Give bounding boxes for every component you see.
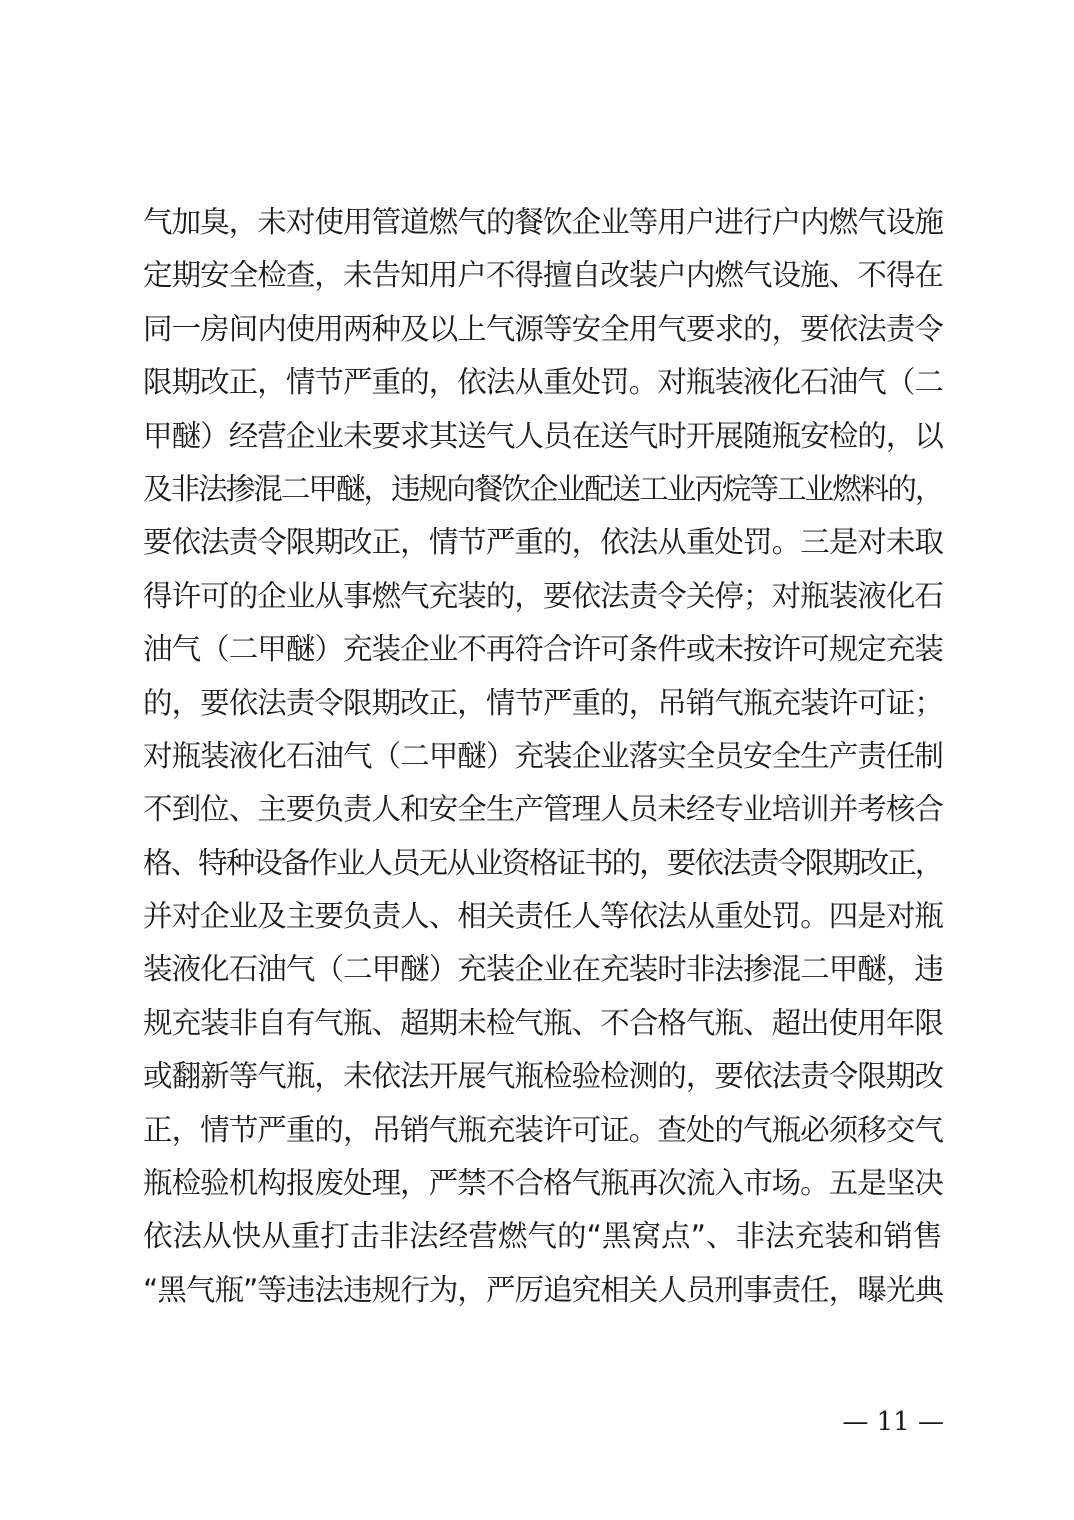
text-line-21: “黑气瓶”等违法违规行为，严厉追究相关人员刑事责任，曝光典 [143, 1272, 944, 1307]
text-line-6: 及非法掺混二甲醚，违规向餐饮企业配送工业丙烷等工业燃料的， [143, 471, 943, 506]
page-number: — 11 — [842, 1407, 944, 1437]
text-line-10: 的，要依法责令限期改正，情节严重的，吊销气瓶充装许可证； [143, 685, 943, 720]
text-line-19: 瓶检验机构报废处理，严禁不合格气瓶再次流入市场。五是坚决 [143, 1166, 943, 1201]
text-line-7: 要依法责令限期改正，情节严重的，依法从重处罚。三是对未取 [143, 525, 943, 560]
text-line-20: 依法从快从重打击非法经营燃气的“黑窝点”、非法充装和销售 [143, 1219, 943, 1254]
text-line-3: 同一房间内使用两种及以上气源等安全用气要求的，要依法责令 [143, 311, 943, 346]
text-line-12: 不到位、主要负责人和安全生产管理人员未经专业培训并考核合 [143, 792, 943, 827]
text-line-4: 限期改正，情节严重的，依法从重处罚。对瓶装液化石油气（二 [143, 365, 943, 400]
text-line-14: 并对企业及主要负责人、相关责任人等依法从重处罚。四是对瓶 [143, 899, 943, 934]
text-line-9: 油气（二甲醚）充装企业不再符合许可条件或未按许可规定充装 [143, 632, 943, 667]
text-line-13: 格、特种设备作业人员无从业资格证书的，要依法责令限期改正， [143, 845, 943, 880]
text-line-1: 气加臭，未对使用管道燃气的餐饮企业等用户进行户内燃气设施 [143, 205, 943, 239]
text-line-16: 规充装非自有气瓶、超期未检气瓶、不合格气瓶、超出使用年限 [143, 1005, 943, 1040]
text-line-17: 或翻新等气瓶，未依法开展气瓶检验检测的，要依法责令限期改 [143, 1059, 943, 1094]
text-line-2: 定期安全检查，未告知用户不得擅自改装户内燃气设施、不得在 [143, 258, 943, 293]
text-line-18: 正，情节严重的，吊销气瓶充装许可证。查处的气瓶必须移交气 [143, 1112, 943, 1147]
text-line-8: 得许可的企业从事燃气充装的，要依法责令关停；对瓶装液化石 [143, 578, 943, 613]
text-line-5: 甲醚）经营企业未要求其送气人员在送气时开展随瓶安检的，以 [143, 418, 943, 453]
body-text [143, 196, 943, 1317]
text-line-15: 装液化石油气（二甲醚）充装企业在充装时非法掺混二甲醚，违 [143, 952, 943, 987]
text-line-11: 对瓶装液化石油气（二甲醚）充装企业落实全员安全生产责任制 [143, 738, 943, 773]
